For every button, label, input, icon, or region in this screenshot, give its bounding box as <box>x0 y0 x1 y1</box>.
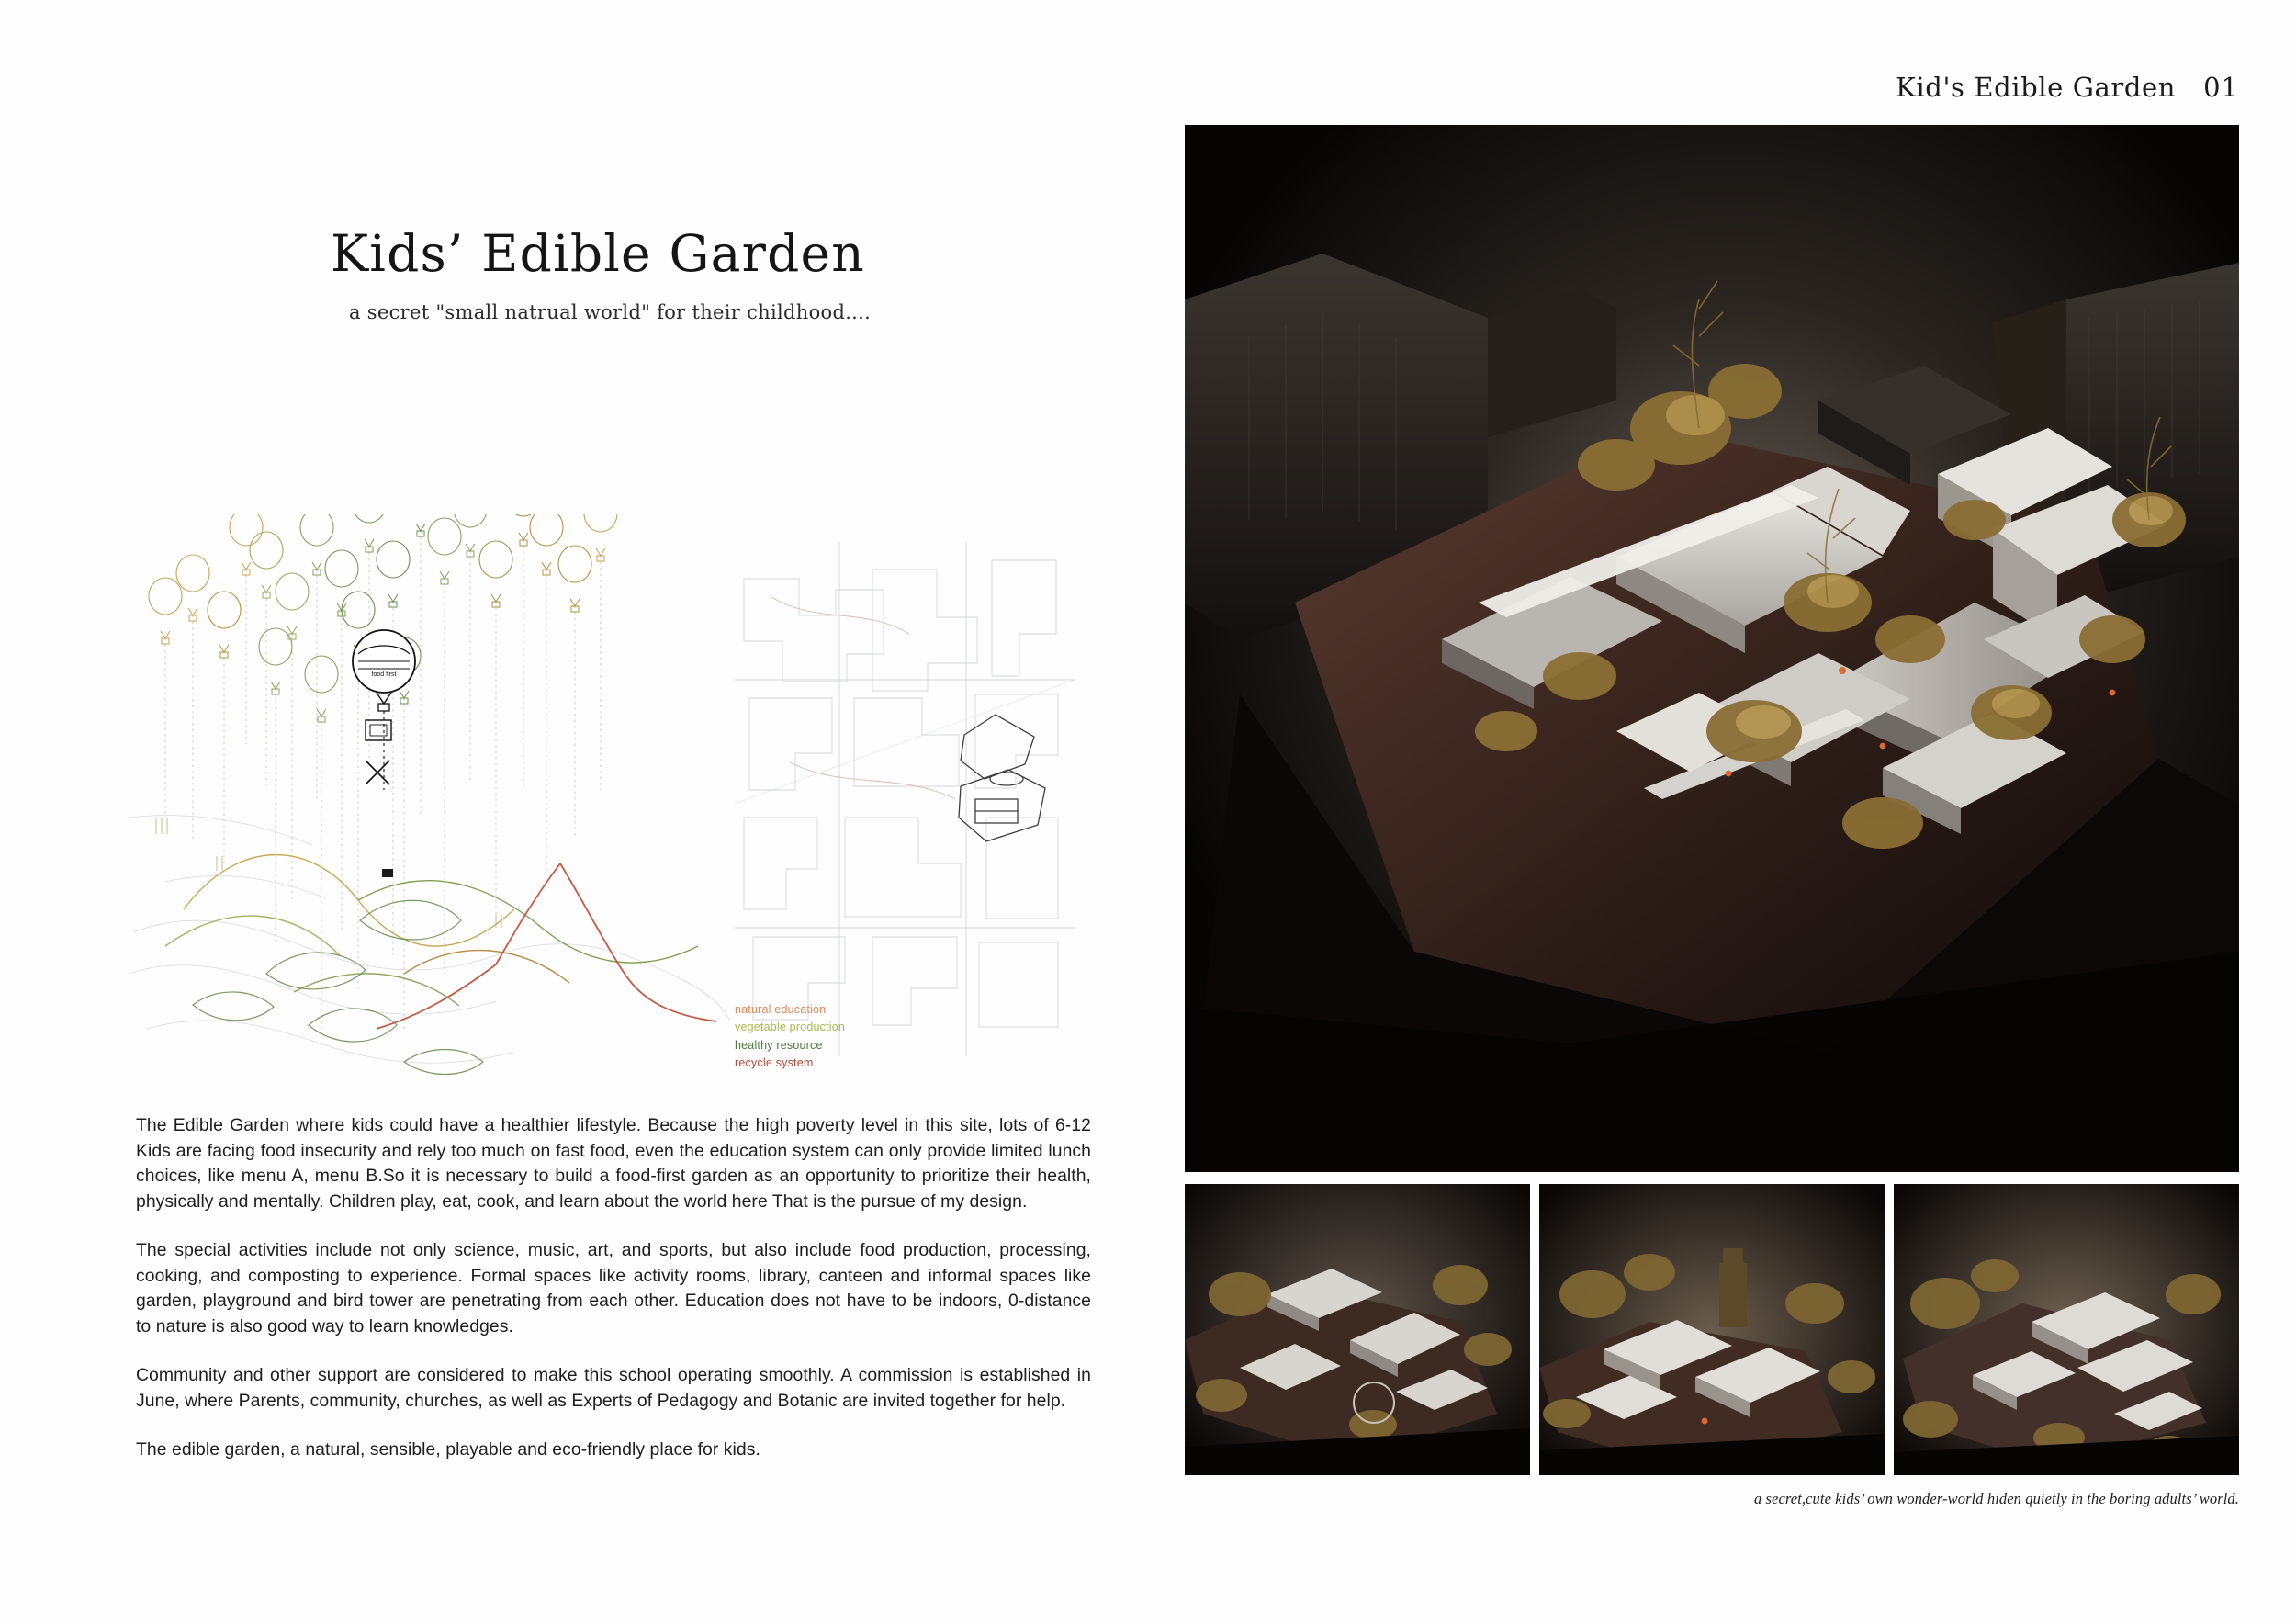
paragraph-3: Community and other support are considered to make this school operating smoothly. A commission is established in June, where Parents, community, churches, as well as Experts of Pedagogy and Botanic are invited together for help. <box>136 1365 1091 1411</box>
paragraph-1: The Edible Garden where kids could have a healthier lifestyle. Because the high poverty level in this site, lots of 6-12 Kids are facing food insecurity and rely too much on fast food, even the education system can only provide limited lunch choices, like menu A, menu B.So it is necessary to build a food-first garden as an opportunity to prioritize their health, physically and mentally. Children play, eat, cook, and learn about the world here That is the pursue of my design. <box>136 1115 1091 1212</box>
right-column <box>1185 125 2239 1507</box>
paragraph-4: The edible garden, a natural, sensible, playable and eco-friendly place for kids. <box>136 1439 760 1460</box>
diagram-area <box>129 514 1075 1084</box>
page-number: 01 <box>2203 72 2239 103</box>
page-title: Kids’ Edible Garden <box>331 224 865 283</box>
legend-item-natural-education: natural education <box>735 1003 827 1016</box>
image-caption: a secret,cute kids’ own wonder-world hiden quietly in the boring adults’ world. <box>1753 1490 2239 1507</box>
legend-item-vegetable-production: vegetable production <box>735 1021 846 1034</box>
thumbnail-2[interactable] <box>1539 1184 1885 1475</box>
paragraph-2: The special activities include not only science, music, art, and sports, but also include food production, processing, cooking, and composting to experience. Formal spaces like activity rooms, library, canteen and informal spaces like garden, playground and bird tower are penetrating from each other. Education does not have to be indoors, 0-distance to nature is also good way to learn knowledges. <box>136 1240 1091 1336</box>
page-subtitle: a secret "small natrual world" for their childhood.... <box>349 300 872 323</box>
body-text <box>136 1113 1091 1463</box>
thumbnail-row <box>1185 1184 2239 1475</box>
thumbnail-3[interactable] <box>1894 1184 2239 1475</box>
page-header <box>1896 72 2239 103</box>
hero-model-photo <box>1185 125 2239 1172</box>
site-plan-map <box>735 542 1075 1056</box>
diagram-legend <box>735 1001 845 1073</box>
svg-text:food first: food first <box>371 671 397 678</box>
balloon-network-diagram <box>129 514 735 1084</box>
legend-item-healthy-resource: healthy resource <box>735 1038 823 1052</box>
header-title: Kid's Edible Garden <box>1896 72 2177 103</box>
legend-item-recycle-system: recycle system <box>735 1056 814 1070</box>
thumbnail-1[interactable] <box>1185 1184 1530 1475</box>
diagram-center-node <box>353 630 415 790</box>
title-block <box>331 224 974 323</box>
